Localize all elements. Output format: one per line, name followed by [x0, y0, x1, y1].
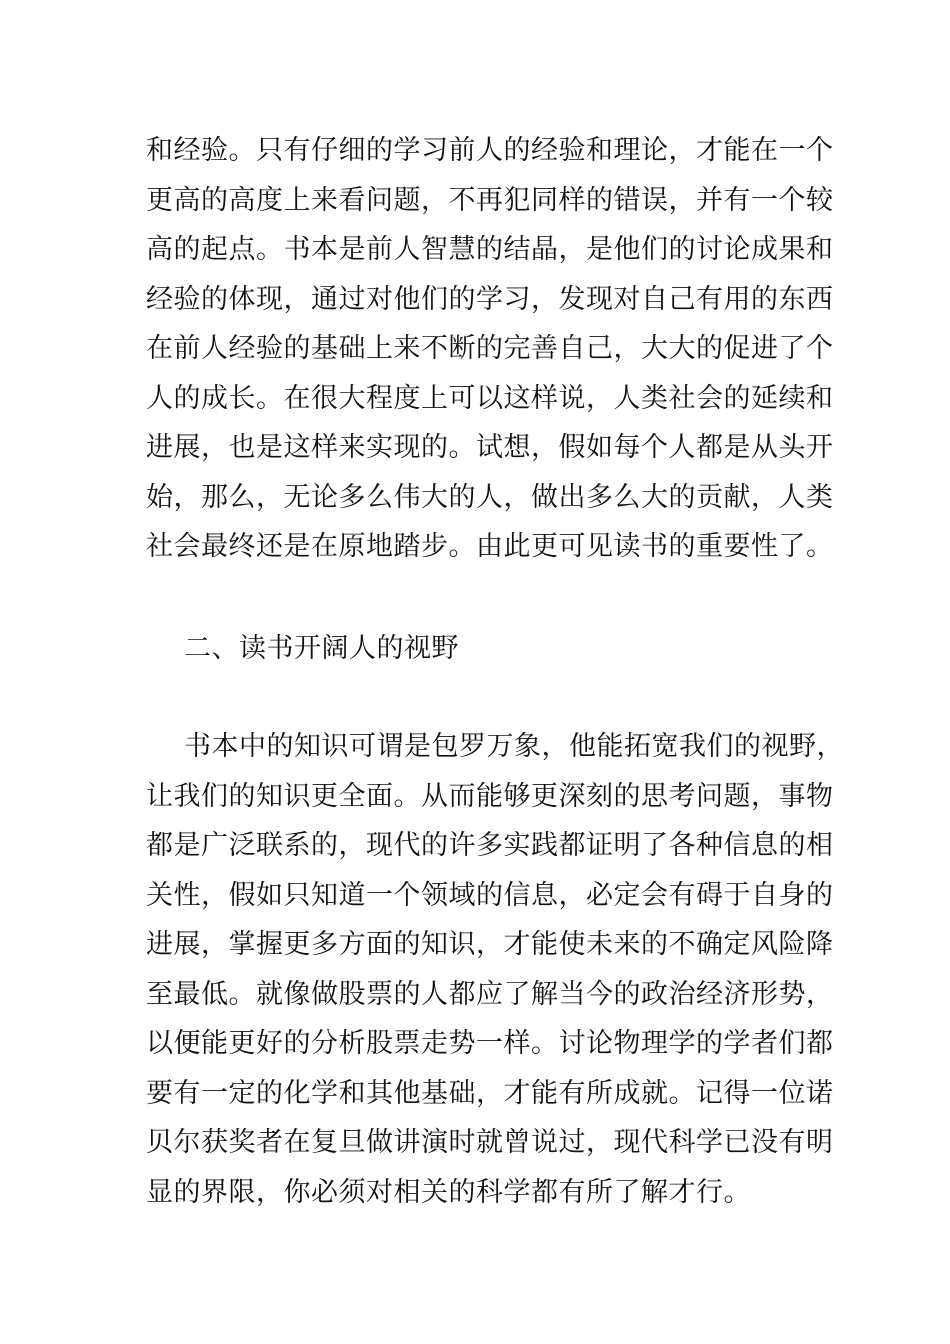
text-line: 和经验。只有仔细的学习前人的经验和理论，才能在一个 — [146, 135, 834, 166]
text-line: 经验的体现，通过对他们的学习，发现对自己有用的东西 — [146, 283, 834, 315]
text-line: 让我们的知识更全面。从而能够更深刻的思考问题，事物 — [146, 780, 834, 812]
text-line: 都是广泛联系的，现代的许多实践都证明了各种信息的相 — [146, 830, 834, 861]
text-line: 始，那么，无论多么伟大的人，做出多么大的贡献，人类 — [146, 481, 834, 513]
text-line: 进展，掌握更多方面的知识，才能使未来的不确定风险降 — [146, 929, 834, 960]
text-line: 人的成长。在很大程度上可以这样说，人类社会的延续和 — [146, 382, 834, 414]
text-line: 高的起点。书本是前人智慧的结晶，是他们的讨论成果和 — [146, 234, 834, 265]
text-line: 书本中的知识可谓是包罗万象，他能拓宽我们的视野， — [184, 731, 844, 762]
text-line: 更高的高度上来看问题，不再犯同样的错误，并有一个较 — [146, 184, 834, 216]
text-line: 社会最终还是在原地踏步。由此更可见读书的重要性了。 — [146, 531, 834, 562]
text-line: 以便能更好的分析股票走势一样。讨论物理学的学者们都 — [146, 1028, 834, 1059]
paragraph-broaden-horizons — [146, 722, 844, 1217]
text-line: 关性，假如只知道一个领域的信息，必定会有碍于自身的 — [146, 879, 834, 911]
text-line: 显的界限，你必须对相关的科学都有所了解才行。 — [146, 1176, 751, 1208]
text-line: 在前人经验的基础上来不断的完善自己，大大的促进了个 — [146, 333, 834, 364]
paragraph-reading-experience — [146, 126, 834, 572]
text-line: 进展，也是这样来实现的。试想，假如每个人都是从头开 — [146, 432, 834, 463]
section-heading: 二、读书开阔人的视野 — [184, 633, 459, 664]
text-line: 要有一定的化学和其他基础，才能有所成就。记得一位诺 — [146, 1077, 834, 1109]
text-line: 至最低。就像做股票的人都应了解当今的政治经济形势， — [146, 978, 834, 1010]
text-line: 贝尔获奖者在复旦做讲演时就曾说过，现代科学已没有明 — [146, 1127, 834, 1158]
